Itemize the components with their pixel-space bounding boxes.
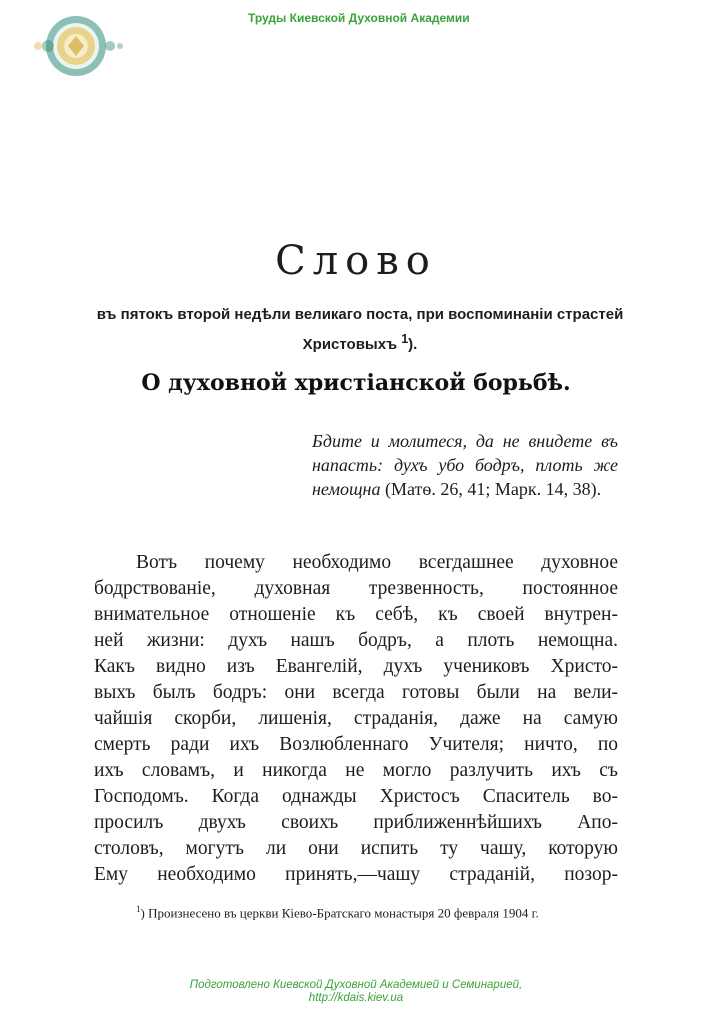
epigraph-reference: (Матѳ. 26, 41; Марк. 14, 38). — [384, 479, 602, 499]
section-heading: О духовной христіанской борьбѣ. — [141, 370, 571, 396]
footnote — [136, 904, 620, 921]
footnote-text: ) Произнесено въ церкви Кіево-Братскаго монастыря 20 февраля 1904 г. — [140, 905, 539, 921]
header-link[interactable]: Труды Киевской Духовной Академии — [248, 11, 470, 25]
footnote-marker: 1 — [136, 904, 141, 914]
subtitle-text: въ пятокъ второй недѣли великаго поста, при воспоминаніи страстей Христовыхъ — [96, 306, 624, 353]
body-line: ней жизни: духъ нашъ бодръ, а плоть немощна. — [94, 630, 618, 651]
body-line: Какъ видно изъ Евангелій, духъ учениковъ Христо- — [94, 656, 618, 677]
body-line: чайшія скорби, лишенія, страданія, даже на самую — [94, 708, 618, 729]
body-line: внимательное отношеніе къ себѣ, къ своей внутрен- — [94, 604, 618, 625]
body-line: выхъ былъ бодръ: они всегда готовы были на вели- — [94, 682, 618, 703]
body-line: Вотъ почему необходимо всегдашнее духовное — [136, 552, 618, 573]
epigraph — [312, 429, 618, 501]
body-line: Ему необходимо принять,—чашу страданій, позор- — [94, 864, 618, 885]
footer — [0, 979, 712, 1005]
footer-credit: Подготовлено Киевской Духовной Академией и Семинарией, — [189, 979, 523, 991]
body-line: Господомъ. Когда однажды Христосъ Спаситель во- — [94, 786, 618, 807]
subtitle — [80, 302, 640, 357]
body-text — [94, 550, 618, 888]
body-line: смерть ради ихъ Возлюбленнаго Учителя; ничто, по — [94, 734, 618, 755]
body-line: столовъ, могутъ ли они испить ту чашу, которую — [94, 838, 618, 859]
footer-url-link[interactable]: http://kdais.kiev.ua — [308, 992, 404, 1004]
subtitle-end: ). — [408, 336, 418, 353]
academy-seal-icon — [28, 12, 128, 80]
body-line: просилъ двухъ своихъ приближеннѣйшихъ Апо- — [94, 812, 618, 833]
footnote-ref[interactable]: 1 — [401, 332, 409, 346]
body-line: бодрствованіе, духовная трезвенность, постоянное — [94, 578, 618, 599]
page-title: Слово — [275, 238, 437, 284]
body-line: ихъ словамъ, и никогда не могло разлучить ихъ съ — [94, 760, 618, 781]
epigraph-quote: Бдите и молитеся, да не внидете въ напасть: духъ убо бодръ, плоть же немощна — [312, 431, 618, 499]
